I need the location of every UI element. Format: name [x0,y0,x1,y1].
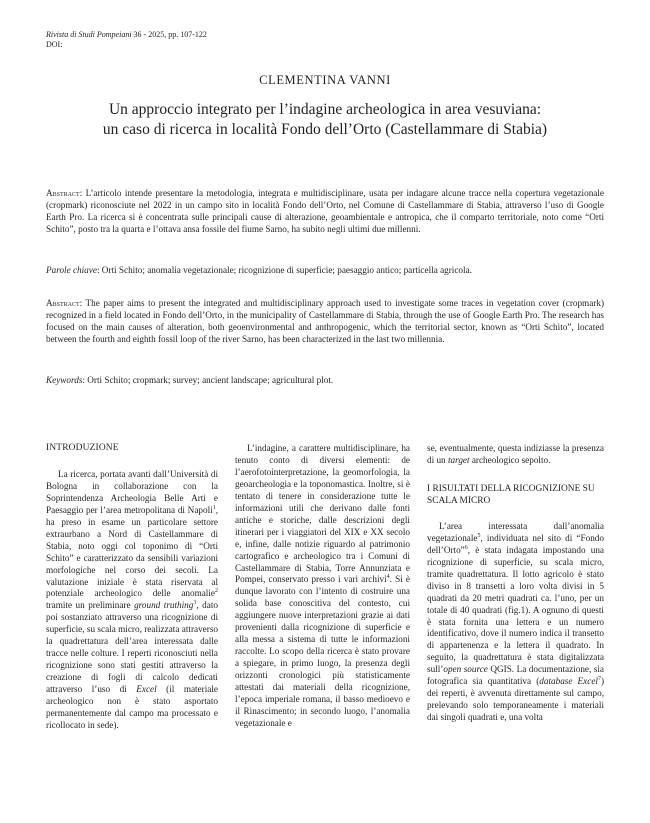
abstract-text: The paper aims to present the integrated and multidisciplinary approach used to investigate some traces in vegetation cover (cropmark) recognized in a field located in Fondo dell’Orto, in the municipality of Castellammare di Stabia, through the use of Google Earth Pro. The research has focused on the main causes of alteration, both geoenvironmental and anthropogenic, which the territorial sector, known as “Orti Schito”, located between the fourth and eighth fossil loop of the river Sarno, has been characterized in the last two millennia. [46,298,604,344]
keywords-label: Parole chiave [46,265,97,275]
author-name: CLEMENTINA VANNI [259,73,391,87]
keywords-text: : Orti Schito; cropmark; survey; ancient landscape; agricultural plot. [82,375,334,385]
abstract-label: Abstract: [46,188,83,198]
intro-paragraph-2: L’indagine, a carattere multidisciplinare, ha tenuto conto di diversi elementi: de l’aerofotointerpretazione, la geomorfologia, la geoarcheologia e la toponomastica. Inoltre, si è tentato di tenere in considerazione tutte le informazioni utili che derivano dalle fonti antiche e storiche, dalle descrizioni degli itinerari per i viaggiatori del XIX e XX secolo e, infine, dalle notizie riguardo al patrimonio cartografico e archeologico tra i Comuni di Castellammare di Stabia, Torre Annunziata e Pompei, conservato presso i vari archivi$^4$. Si è dunque lavorato con l’intento di costruire una solida base conoscitiva del contesto, cui aggiungere nuove interpretazioni grazie ai dati provenienti dalla ricognizione di superficie e alla messa a sistema di tutte le informazioni raccolte. Lo scopo della ricerca è stato provare a spiegare, in primo luogo, la presenza degli orizzonti cronologici più statisticamente attestati dai materiali della ricognizione, l’epoca imperiale romana, il basso medioevo e il Rinascimento; in secondo luogo, l’anomalia vegetazionale e [235,443,410,728]
intro-paragraph-2-cont: se, eventualmente, questa indiziasse la presenza di un target archeologico sepolto. [427,443,604,465]
abstract-italian [46,188,604,236]
keywords-english [46,375,604,387]
keywords-label: Keywords [46,375,83,385]
keywords-text: : Orti Schito; anomalia vegetazionale; ricognizione di superficie; paesaggio antico; particella agricola. [96,265,472,275]
abstract-english [46,298,604,346]
journal-header [46,30,207,50]
doi-label: DOI: [46,40,63,49]
body-column-3 [427,443,604,724]
title-line-2: un caso di ricerca in località Fondo dell’Orto (Castellammare di Stabia) [102,121,548,138]
journal-name: Rivista di Studi Pompeiani [46,30,132,39]
keywords-italian [46,265,604,277]
risultati-paragraph-1: L’area interessata dall’anomalia vegetazionale$^5$, individuata nel sito di “Fondo dell’Orto”$^6$, è stata indagata impostando una ricognizione di superficie, su scala micro, tramite quadrettatura. Il lotto agricolo è stato diviso in 8 transetti a loro volta divisi in 5 quadrati da 20 metri quadrati ca. l’uno, per un totale di 40 quadrati (fig.1). A ognuno di questi è stata fornita una lettera e un numero identificativo, dove il numero indica il transetto di appartenenza e la lettera il quadrato. In seguito, la quadrettatura è stata digitalizzata sull’open source QGIS. La documentazione, sia fotografica sia quantitativa (database Excel$^7$) dei reperti, è avvenuta direttamente sul campo, prelevando solo temporaneamente i materiali dai singoli quadrati e, una volta [427,520,605,723]
body-column-2 [235,443,410,730]
paper-title [30,100,620,140]
abstract-text: L’articolo intende presentare la metodologia, integrata e multidisciplinare, usata per indagare alcune tracce nella copertura vegetazionale (cropmark) riconosciute nel 2022 in un campo sito in località Fondo dell’Orto, nel Comune di Castellammare di Stabia, attraverso l’uso di Google Earth Pro. La ricerca si è concentrata sulle principali cause di alterazione, geoambientale e antropica, che il comparto territoriale, noto come “Orti Schito”, posto tra la quarta e l’ottava ansa fossile del fiume Sarno, ha subito negli ultimi due millenni. [46,188,604,234]
abstract-label: Abstract: [46,298,83,308]
intro-paragraph-1: La ricerca, portata avanti dall’Università di Bologna in collaborazione con la Soprintendenza Archeologia Belle Arti e Paesaggio per l’area metropolitana di Napoli$^1$, ha preso in esame un particolare settore extraurbano a Nord di Castellammare di Stabia, noto oggi col toponimo di “Orti Schito” e caratterizzato da sensibili variazioni morfologiche nel corso dei secoli. La valutazione iniziale è stata riservata al potenziale archeologico delle anomalie$^2$ tramite un preliminare ground truthing$^3$, dato poi sostanziato attraverso una ricognizione di superficie, su scala micro, realizzata attraverso la quadrettatura dell’area interessata dalle tracce nelle colture. I reperti riconosciuti nella ricognizione sono stati gestiti attraverso la creazione di fogli di calcolo dedicati attraverso l’uso di Excel (il materiale archeologico non è stato asportato permanentemente dal campo ma processato e ricollocato in sede). [46,468,218,730]
section-heading-intro: INTRODUZIONE [46,443,119,453]
body-column-1 [46,443,218,732]
section-heading-risultati: I RISULTATI DELLA RICOGNIZIONE SU SCALA MICRO [427,483,595,506]
title-line-1: Un approccio integrato per l’indagine archeologica in area vesuviana: [108,101,542,118]
journal-issue: 36 - 2025, pp. 107-122 [131,30,207,39]
